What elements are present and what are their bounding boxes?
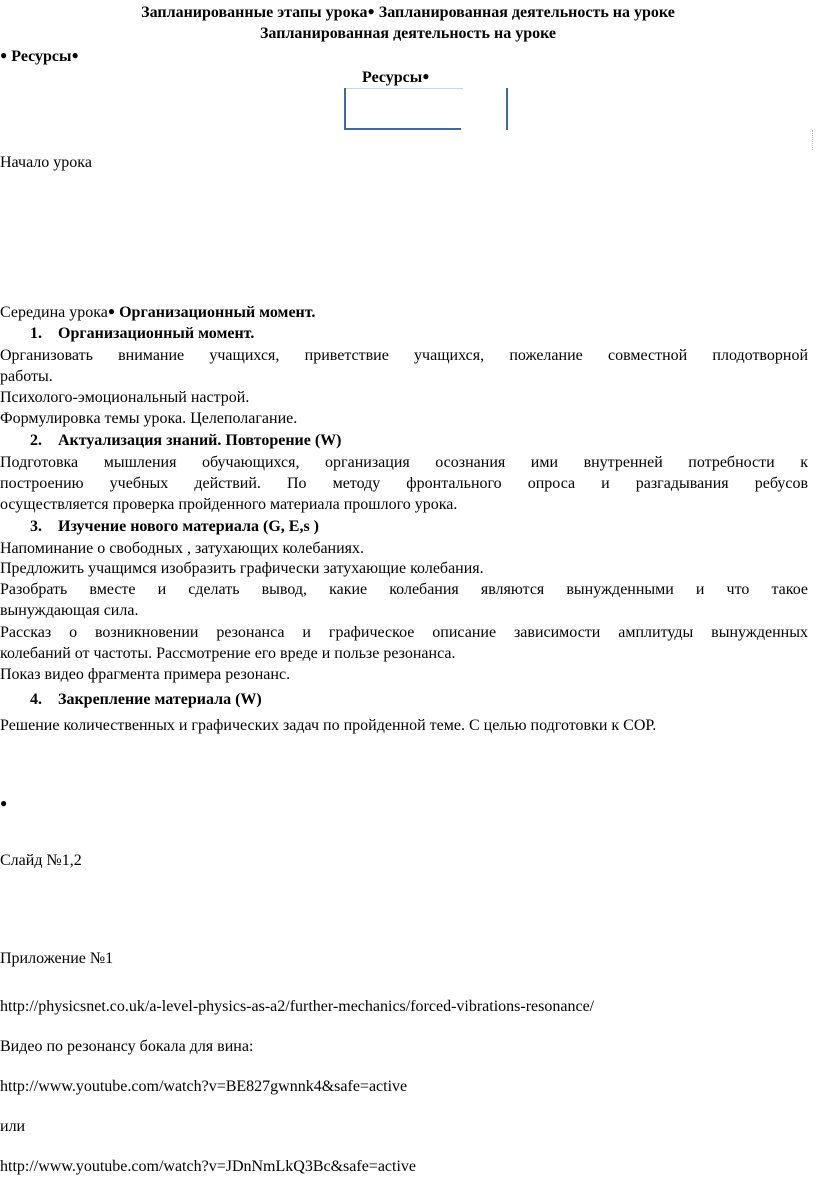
header-resources-left: ● Ресурсы● bbox=[0, 48, 79, 65]
section-number: 4. bbox=[30, 691, 42, 708]
decorative-box-top bbox=[345, 88, 463, 89]
resource-link-physicsnet[interactable]: http://physicsnet.co.uk/a-level-physics-as-a2/further-mechanics/forced-vibrations-resonance/ bbox=[0, 998, 595, 1015]
paragraph: Показ видео фрагмента примера резонанс. bbox=[0, 666, 291, 683]
paragraph: Организовать внимание учащихся, приветствие учащихся, пожелание совместной плодотворной bbox=[0, 347, 808, 364]
section-4-heading bbox=[0, 689, 262, 710]
paragraph: построению учебных действий. По методу фронтального опроса и разгадывания ребусов bbox=[0, 475, 808, 492]
header-resources-center: Ресурсы● bbox=[362, 69, 430, 86]
bullet-icon: ● bbox=[71, 48, 79, 62]
stage-middle-org: Организационный момент. bbox=[115, 304, 316, 321]
paragraph: Разобрать вместе и сделать вывод, какие колебания являются вынужденными и что такое bbox=[0, 581, 808, 598]
paragraph: Формулировка темы урока. Целеполагание. bbox=[0, 410, 298, 427]
paragraph: Решение количественных и графических задач по пройденной теме. С целью подготовки к СОР. bbox=[0, 717, 657, 734]
resource-link-youtube-2[interactable]: http://www.youtube.com/watch?v=JDnNmLkQ3Bc&safe=active bbox=[0, 1158, 417, 1175]
section-title: Актуализация знаний. Повторение (W) bbox=[58, 432, 342, 449]
stage-middle-label: Середина урока bbox=[0, 304, 108, 321]
resource-slide: Слайд №1,2 bbox=[0, 852, 82, 869]
resource-link-youtube-1[interactable]: http://www.youtube.com/watch?v=BE827gwnnk4&safe=active bbox=[0, 1078, 408, 1095]
section-title: Изучение нового материала (G, E,s ) bbox=[58, 518, 319, 535]
paragraph: осуществляется проверка пройденного материала прошлого урока. bbox=[0, 496, 458, 513]
decorative-box-bottom bbox=[345, 128, 461, 130]
paragraph: Предложить учащимся изобразить графически затухающие колебания. bbox=[0, 560, 484, 577]
decorative-box-divider bbox=[506, 88, 508, 130]
resource-video-label: Видео по резонансу бокала для вина: bbox=[0, 1038, 254, 1055]
paragraph: Рассказ о возникновении резонанса и графическое описание зависимости амплитуды вынужденных bbox=[0, 624, 808, 641]
section-number: 3. bbox=[30, 518, 42, 535]
paragraph: колебаний от частоты. Рассмотрение его вреде и пользе резонанса. bbox=[0, 645, 456, 662]
bullet-icon: ● bbox=[422, 69, 430, 83]
header-planned-activity-repeat: Запланированная деятельность на уроке bbox=[259, 25, 557, 42]
bullet-icon: ● bbox=[0, 48, 8, 62]
section-title: Закрепление материала (W) bbox=[58, 691, 262, 708]
section-title: Организационный момент. bbox=[58, 325, 255, 342]
decorative-box-left bbox=[344, 88, 346, 130]
section-1-heading bbox=[0, 323, 254, 344]
resource-appendix: Приложение №1 bbox=[0, 950, 114, 967]
bullet-icon: ● bbox=[107, 304, 116, 318]
paragraph: Напоминание о свободных , затухающих колебаниях. bbox=[0, 540, 365, 557]
section-3-heading bbox=[0, 516, 319, 537]
resource-or: или bbox=[0, 1118, 26, 1135]
section-2-heading bbox=[0, 430, 342, 451]
stage-middle bbox=[0, 302, 315, 324]
header-planned-activity: Запланированная деятельность на уроке bbox=[374, 4, 675, 21]
paragraph: работы. bbox=[0, 368, 53, 385]
stage-start: Начало урока bbox=[0, 154, 92, 171]
paragraph: Психолого-эмоциональный настрой. bbox=[0, 389, 250, 406]
page-edge-mark bbox=[812, 130, 815, 150]
section-number: 1. bbox=[30, 325, 42, 342]
paragraph: Подготовка мышления обучающихся, организация осознания ими внутренней потребности к bbox=[0, 454, 808, 471]
section-number: 2. bbox=[30, 432, 42, 449]
resources-bullet bbox=[0, 794, 7, 816]
header-planned-stages: Запланированные этапы урока bbox=[141, 4, 368, 21]
paragraph: вынуждающая сила. bbox=[0, 602, 139, 619]
bullet-icon: ● bbox=[0, 796, 8, 810]
bullet-icon: ● bbox=[367, 4, 375, 18]
table-header-row-1 bbox=[0, 2, 816, 24]
